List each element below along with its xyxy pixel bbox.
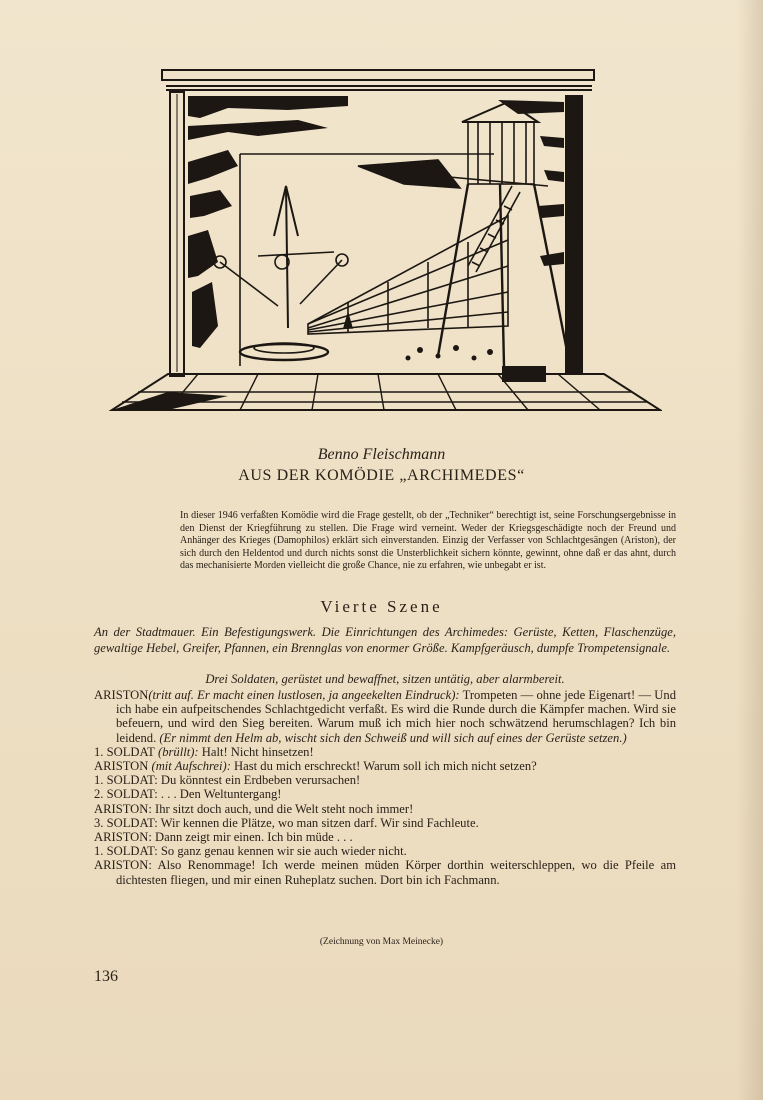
colon: :: [154, 815, 158, 830]
spoken-text: Halt! Nicht hinsetzen!: [198, 744, 314, 759]
dialogue-line: [94, 759, 676, 773]
dialogue-line: [94, 688, 676, 745]
speaker: ARISTON: [94, 830, 149, 845]
page-number: 136: [94, 968, 118, 985]
cast-direction: Drei Soldaten, gerüstet und bewaffnet, sitzen untätig, aber alarmbereit.: [205, 672, 565, 686]
stage-direction-inline: (tritt auf. Er macht einen lustlosen, ja angeekelten Eindruck):: [148, 688, 460, 702]
speaker: 1. SOLDAT: [94, 844, 155, 859]
spoken-text: Also Renommage! Ich werde meinen müden Körper dorthin weiterschleppen, wo die Pfeile am dichtesten fliegen, und mir einen Ruheplatz suchen. Dort bin ich Fachmann.: [116, 858, 676, 887]
colon: :: [154, 844, 158, 859]
stage-direction-inline: (mit Aufschrei):: [148, 759, 231, 774]
dialogue-line: [94, 844, 676, 858]
intro-paragraph: In dieser 1946 verfaßten Komödie wird die Frage gestellt, ob der „Techniker“ berechtigt ist, seine Forschungsergebnisse in den Dienst der Kriegführung zu stellen. Die Frage wird verneint. Weder der Kriegsgeschädigte noch der Freund und Anhänger des Krieges (Damophilos) erklärt sich einverstanden. Einzig der Verfasser von Schlachtgesängen (Ariston), der sich durch den Heldentod und durch nichts sonst die Unsterblichkeit sichern könnte, gewinnt, ohne daß er das ahnt, durch das mechanisierte Morden vielleicht die große Chance, nie zu erfahren, wie unbegabt er ist.: [180, 510, 676, 572]
spoken-text: Dann zeigt mir einen. Ich bin müde . . .: [151, 830, 353, 845]
colon: :: [148, 858, 152, 873]
stage-direction-inline: (brüllt):: [154, 744, 199, 759]
colon: :: [148, 801, 152, 816]
page-edge-shadow: [737, 0, 763, 1100]
illustration-credit: (Zeichnung von Max Meinecke): [319, 937, 444, 947]
spoken-text: So ganz genau kennen wir sie auch wieder nicht.: [157, 844, 407, 859]
speaker: 1. SOLDAT: [94, 773, 155, 788]
speaker: 1. SOLDAT: [94, 744, 155, 759]
colon: :: [154, 773, 158, 788]
dialogue-line: [94, 830, 676, 844]
article-title: AUS DER KOMÖDIE „ARCHIMEDES“: [238, 467, 525, 484]
colon: :: [148, 830, 152, 845]
spoken-text: Du könntest ein Erdbeben verursachen!: [157, 773, 361, 788]
speaker: ARISTON: [94, 688, 149, 702]
dialogue-line: [94, 773, 676, 787]
speaker: ARISTON: [94, 858, 149, 873]
dialogue-line: [94, 787, 676, 801]
author-name: Benno Fleischmann: [317, 446, 446, 463]
stage-illustration: [108, 66, 662, 422]
stage-direction-inline: (Er nimmt den Helm ab, wischt sich den Schweiß und will sich auf eines der Gerüste setzen.): [156, 730, 627, 745]
dialogue-line: [94, 802, 676, 816]
speaker: ARISTON: [94, 801, 149, 816]
spoken-text: . . . Den Weltuntergang!: [157, 787, 282, 802]
scene-title: Vierte Szene: [320, 597, 443, 616]
dialogue: [94, 688, 676, 887]
dialogue-line: [94, 745, 676, 759]
speaker: 2. SOLDAT: [94, 787, 155, 802]
dialogue-line: [94, 858, 676, 886]
spoken-text: Trompeten — ohne jede Eigenart! — Und ich habe ein aufpeitschendes Schlachtgedicht verfaßt. Es wird die Runde durch die Kämpfer machen. Wird sie befeuern, und wird den Sieg bereiten. Warum muß ich mich hier noch schwätzend herumschlagen? Ich bin leidend.: [116, 688, 676, 745]
spoken-text: Ihr sitzt doch auch, und die Welt steht noch immer!: [151, 801, 414, 816]
spoken-text: Hast du mich erschreckt! Warum soll ich mich nicht setzen?: [230, 759, 537, 774]
speaker: 3. SOLDAT: [94, 815, 155, 830]
colon: :: [154, 787, 158, 802]
dialogue-line: [94, 816, 676, 830]
spoken-text: Wir kennen die Plätze, wo man sitzen darf. Wir sind Fachleute.: [157, 815, 479, 830]
stage-direction: An der Stadtmauer. Ein Befestigungswerk. Die Einrichtungen des Archimedes: Gerüste, Ketten, Flaschenzüge, gewaltige Hebel, Greifer, Pfannen, ein Brennglas von enormer Größe. Kampfgeräusch, dumpfe Trompetensignale.: [94, 625, 676, 655]
speaker: ARISTON: [94, 759, 149, 774]
